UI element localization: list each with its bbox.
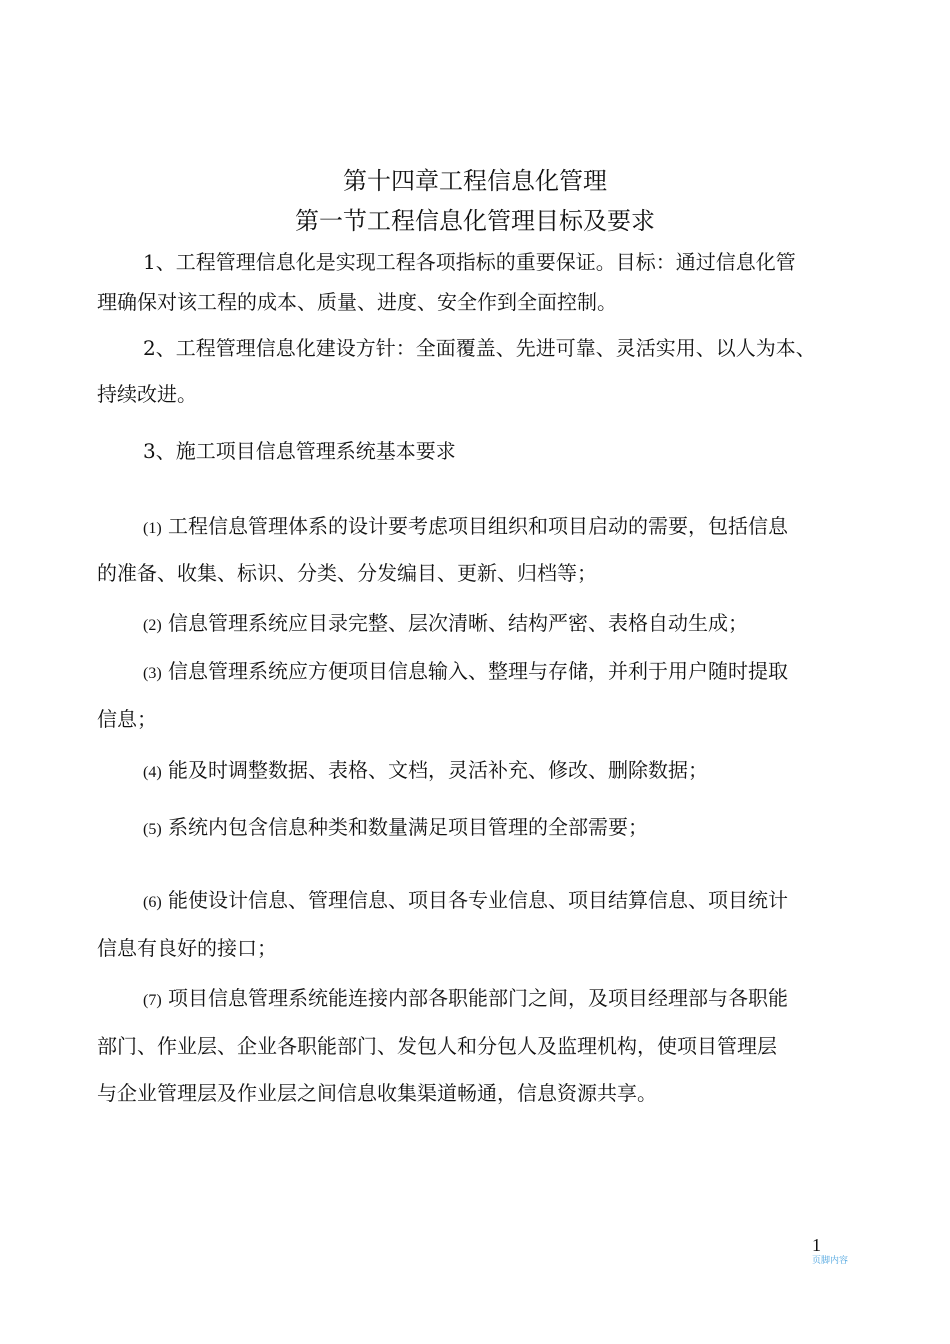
- chapter-title: 第十四章工程信息化管理: [343, 167, 607, 195]
- list-item-5-number: (5): [143, 821, 162, 838]
- list-item-1-line-2: 的准备、收集、标识、分类、分发编目、更新、归档等；: [97, 561, 597, 585]
- list-item-6-text: 能使设计信息、管理信息、项目各专业信息、项目结算信息、项目统计: [161, 888, 789, 912]
- list-item-2-number: (2): [143, 617, 162, 634]
- section-title: 第一节工程信息化管理目标及要求: [295, 207, 655, 235]
- list-item-3-line-2: 信息；: [97, 707, 157, 731]
- list-item-2-text: 信息管理系统应目录完整、层次清晰、结构严密、表格自动生成；: [161, 611, 749, 635]
- list-item-1-number: (1): [143, 520, 162, 537]
- list-item-5-line-1: [143, 814, 648, 843]
- list-item-3-number: (3): [143, 665, 162, 682]
- list-item-5-text: 系统内包含信息种类和数量满足项目管理的全部需要；: [161, 815, 649, 839]
- page-number: 1: [812, 1235, 821, 1255]
- paragraph-1-line-1: 1、工程管理信息化是实现工程各项指标的重要保证。目标：通过信息化管: [143, 250, 796, 274]
- list-item-6-line-2: 信息有良好的接口；: [97, 936, 277, 960]
- list-item-1-text: 工程信息管理体系的设计要考虑项目组织和项目启动的需要，包括信息: [161, 514, 789, 538]
- footer-note: 页脚内容: [812, 1256, 849, 1266]
- list-item-4-text: 能及时调整数据、表格、文档，灵活补充、修改、删除数据；: [161, 758, 709, 782]
- list-item-3-text: 信息管理系统应方便项目信息输入、整理与存储，并利于用户随时提取: [161, 659, 789, 683]
- paragraph-3-line-1: 3、施工项目信息管理系统基本要求: [143, 439, 456, 463]
- list-item-4-line-1: [143, 757, 708, 786]
- list-item-2-line-1: [143, 610, 748, 639]
- list-item-3-line-1: [143, 658, 788, 687]
- list-item-6-line-1: [143, 887, 788, 916]
- list-item-7-text: 项目信息管理系统能连接内部各职能部门之间，及项目经理部与各职能: [161, 986, 789, 1010]
- list-item-7-line-3: 与企业管理层及作业层之间信息收集渠道畅通，信息资源共享。: [97, 1081, 657, 1105]
- paragraph-1-line-2: 理确保对该工程的成本、质量、进度、安全作到全面控制。: [97, 290, 617, 314]
- list-item-1-line-1: [143, 513, 788, 542]
- list-item-7-line-1: [143, 985, 788, 1014]
- list-item-7-line-2: 部门、作业层、企业各职能部门、发包人和分包人及监理机构，使项目管理层: [97, 1034, 777, 1058]
- list-item-7-number: (7): [143, 992, 162, 1009]
- paragraph-2-line-1: 2、工程管理信息化建设方针：全面覆盖、先进可靠、灵活实用、以人为本、: [143, 336, 816, 360]
- list-item-6-number: (6): [143, 894, 162, 911]
- paragraph-2-line-2: 持续改进。: [97, 382, 197, 406]
- list-item-4-number: (4): [143, 764, 162, 781]
